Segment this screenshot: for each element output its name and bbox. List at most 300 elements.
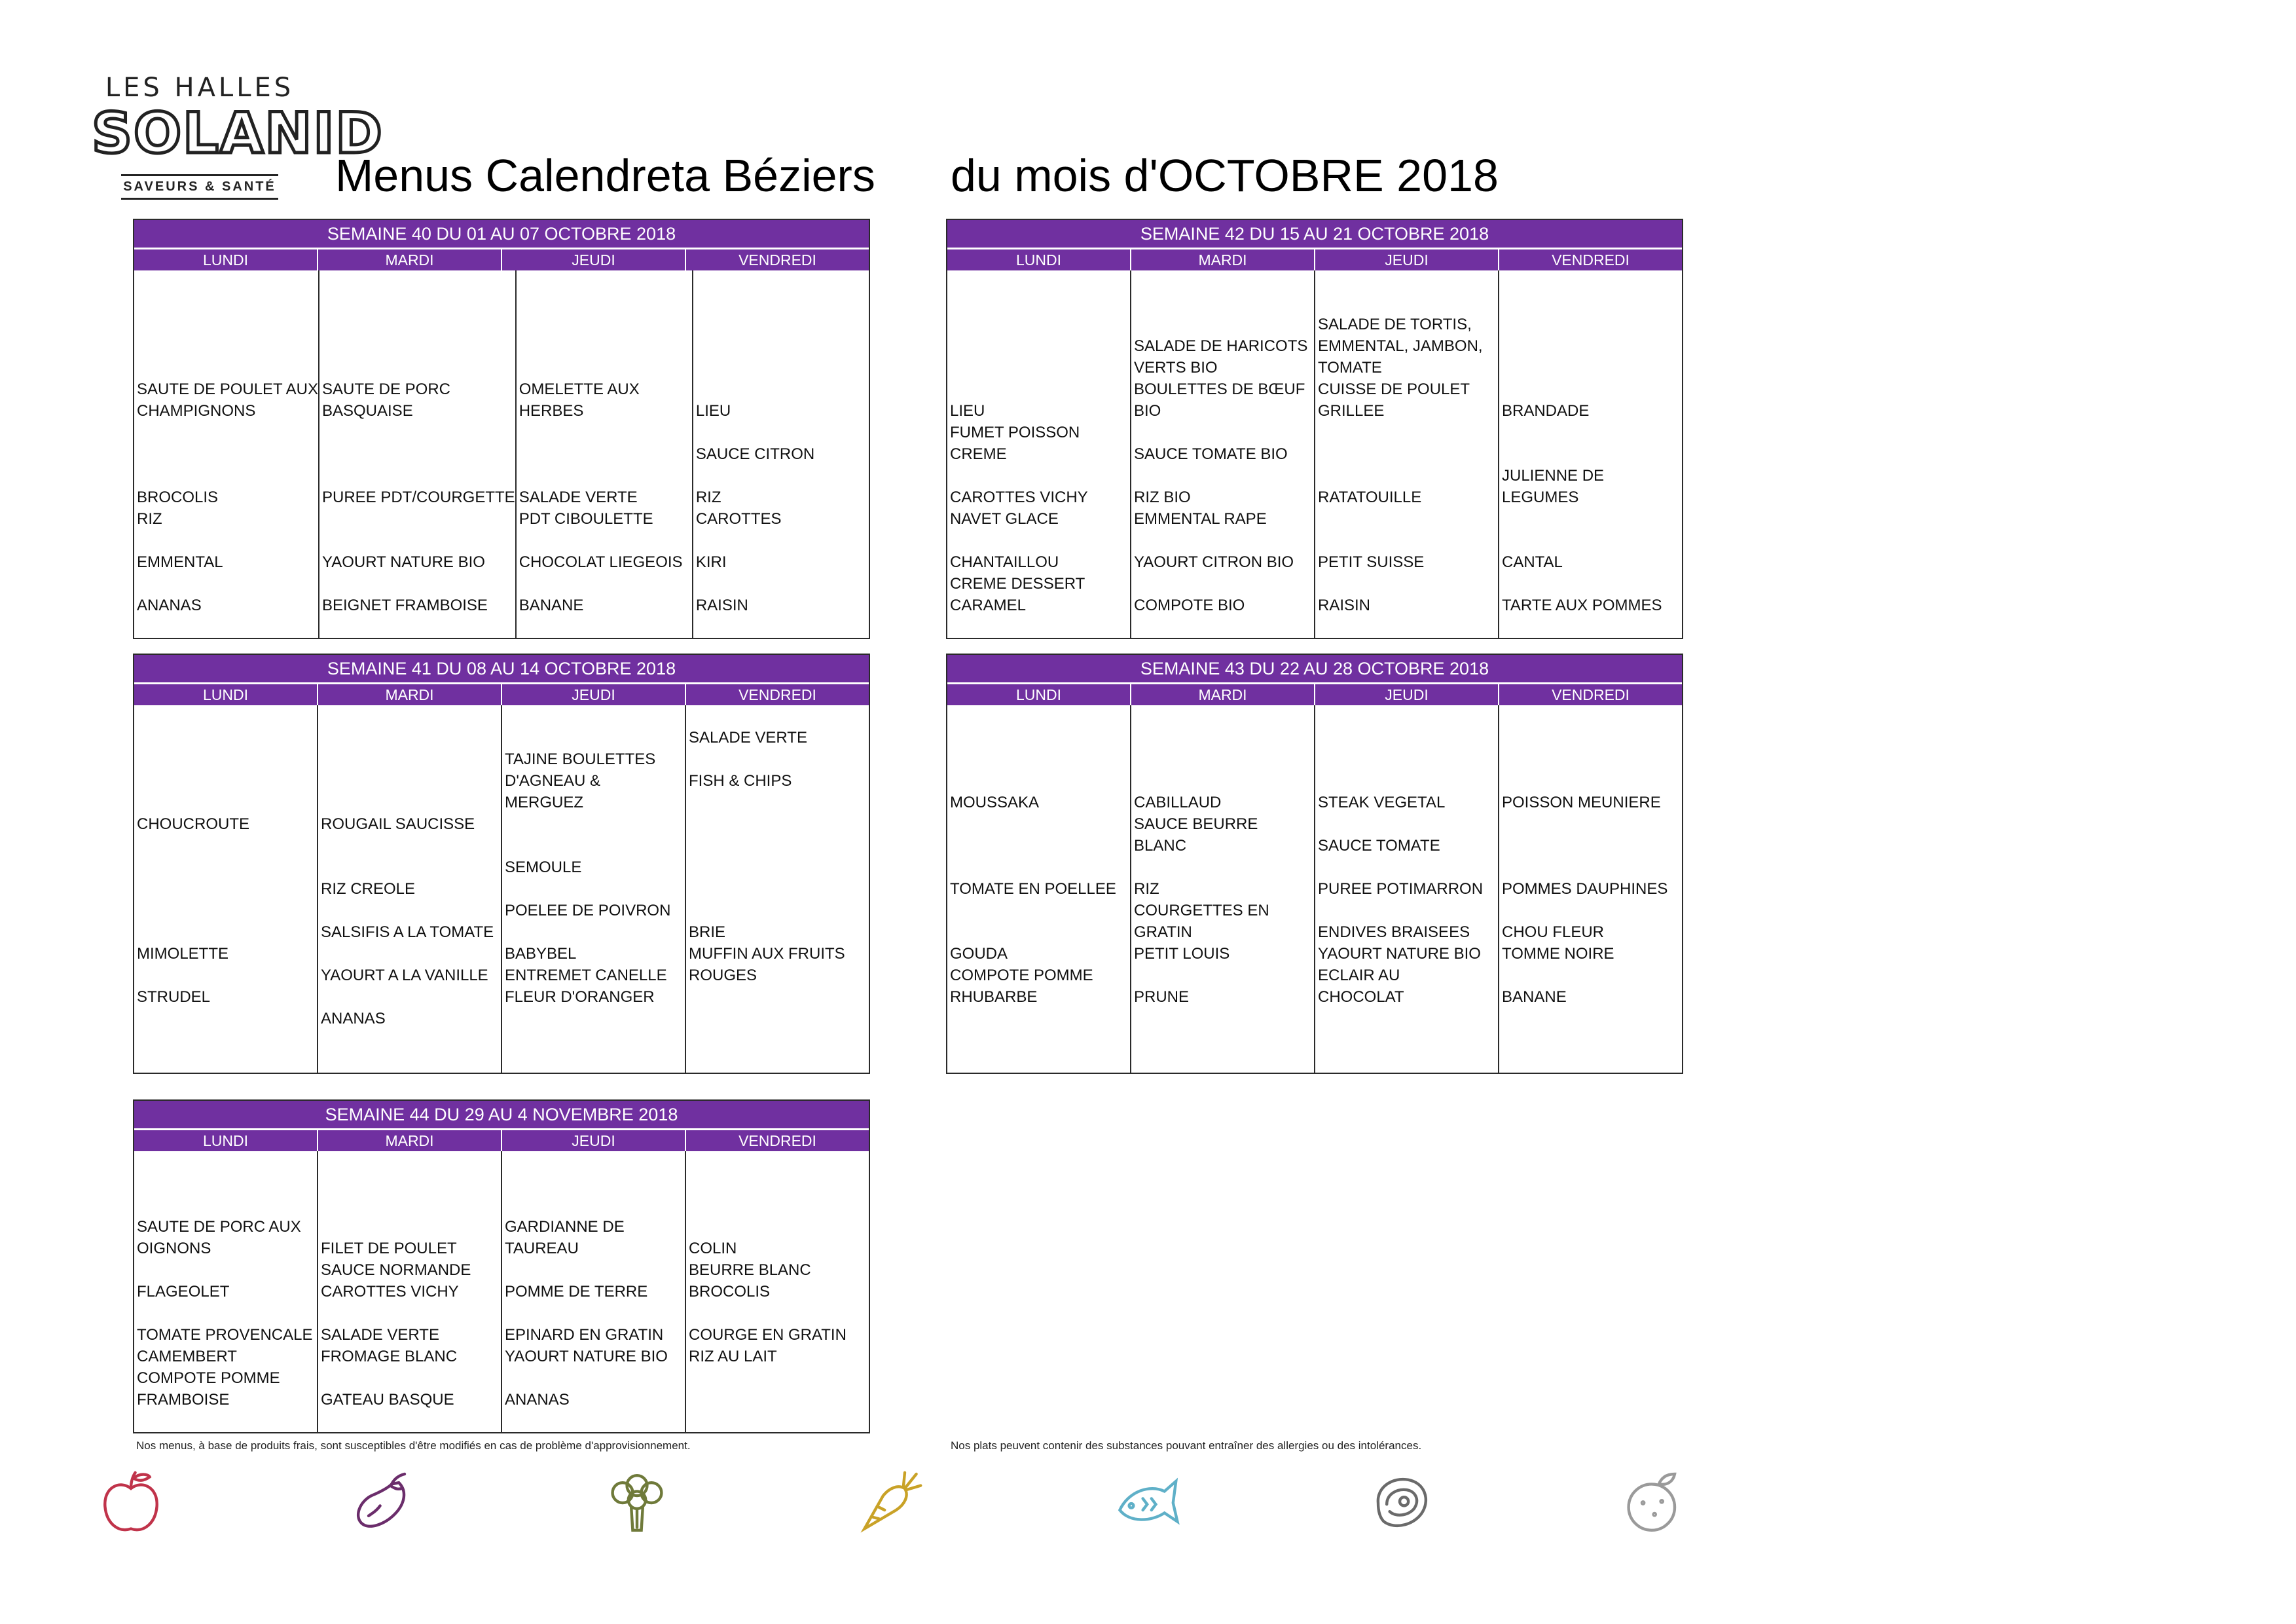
menu-line [1131, 422, 1314, 443]
day-column [685, 1151, 869, 1432]
menu-line: KIRI [695, 553, 727, 571]
day-column [317, 705, 501, 1073]
menu-line [1499, 616, 1682, 638]
day-headers [134, 684, 869, 705]
menu-line: D'AGNEAU & [505, 772, 600, 790]
menu-line [318, 727, 501, 748]
menu-line: GRATIN [1134, 923, 1192, 941]
menu-line [686, 705, 869, 727]
menu-line [1499, 335, 1682, 357]
menu-line: FLEUR D'ORANGER [505, 988, 655, 1006]
menu-line [947, 770, 1130, 792]
day-column [515, 270, 692, 638]
menu-line: LIEU [950, 402, 985, 420]
menu-line [1315, 573, 1498, 595]
menu-line: LEGUMES [1502, 489, 1579, 506]
menu-line: CABILLAUD [1134, 794, 1222, 811]
menu-line [134, 1173, 317, 1194]
menu-line [947, 727, 1130, 748]
menu-line [134, 748, 317, 770]
menu-line [517, 314, 692, 335]
menu-line: POISSON MEUNIERE [1502, 794, 1661, 811]
menu-line: YAOURT NATURE BIO [1318, 945, 1481, 963]
menu-line [502, 1029, 685, 1051]
menu-line [686, 857, 869, 878]
menu-line [947, 857, 1130, 878]
menu-line [1131, 1051, 1314, 1073]
day-headers [134, 1130, 869, 1151]
menu-line: PETIT SUISSE [1318, 553, 1425, 571]
day-header: MARDI [1130, 249, 1314, 270]
menu-line [947, 357, 1130, 378]
menu-line [1499, 705, 1682, 727]
menu-line: ENTREMET CANELLE [505, 967, 667, 984]
menu-line [318, 1029, 501, 1051]
week-header: SEMAINE 41 DU 08 AU 14 OCTOBRE 2018 [134, 655, 869, 684]
menu-line [517, 422, 692, 443]
menu-line: SALADE VERTE [519, 489, 638, 506]
day-column [134, 270, 318, 638]
day-column [134, 705, 317, 1073]
menu-line [502, 1367, 685, 1389]
menu-line: BLANC [1134, 837, 1187, 855]
week-header: SEMAINE 42 DU 15 AU 21 OCTOBRE 2018 [947, 220, 1682, 249]
menu-line: ANANAS [321, 1010, 386, 1027]
menu-line [517, 465, 692, 487]
fish-icon [1110, 1467, 1182, 1539]
menu-line: POELEE DE POIVRON [505, 902, 671, 919]
menu-line [686, 986, 869, 1008]
menu-line [134, 1029, 317, 1051]
menu-line: ROUGES [689, 967, 757, 984]
day-column [1314, 270, 1498, 638]
menu-line [693, 357, 869, 378]
menu-line [502, 878, 685, 900]
menu-line: COLIN [689, 1240, 737, 1257]
menu-line [1499, 748, 1682, 770]
day-header: LUNDI [202, 1132, 248, 1149]
menu-line [1315, 616, 1498, 638]
menu-line [693, 422, 869, 443]
menu-line: BABYBEL [505, 945, 577, 963]
menu-line [1315, 465, 1498, 487]
menu-line: BEIGNET FRAMBOISE [321, 597, 488, 614]
menu-line: HERBES [519, 402, 584, 420]
menu-line [1315, 508, 1498, 530]
menu-line: CHOUCROUTE [137, 815, 249, 833]
logo-main-text: SOLANID [92, 101, 384, 166]
day-column [1130, 270, 1314, 638]
menu-line [947, 921, 1130, 943]
menu-line [1315, 270, 1498, 292]
broccoli-icon [601, 1467, 673, 1539]
menu-line [318, 1367, 501, 1389]
menu-line [947, 748, 1130, 770]
menu-line [319, 270, 515, 292]
menu-line [1499, 813, 1682, 835]
menu-line: CHOCOLAT [1318, 988, 1404, 1006]
menu-line [319, 530, 515, 551]
menu-line: MOUSSAKA [950, 794, 1040, 811]
menu-line: FUMET POISSON [950, 424, 1080, 441]
menu-line [1131, 748, 1314, 770]
menu-line: RHUBARBE [950, 988, 1038, 1006]
menu-line [1499, 422, 1682, 443]
menu-line [947, 616, 1130, 638]
menu-line [686, 1194, 869, 1216]
week-header: SEMAINE 43 DU 22 AU 28 OCTOBRE 2018 [947, 655, 1682, 684]
menu-line: LIEU [695, 402, 731, 420]
menu-line: CHANTAILLOU [950, 553, 1059, 571]
menu-line [1315, 813, 1498, 835]
day-header: LUNDI [202, 686, 248, 703]
day-header: JEUDI [501, 249, 685, 270]
menu-line [1131, 965, 1314, 986]
menu-line: FISH & CHIPS [689, 772, 792, 790]
menu-line [1499, 378, 1682, 400]
menu-line: SALADE DE TORTIS, [1318, 316, 1472, 333]
menu-line: FROMAGE BLANC [321, 1348, 458, 1365]
menu-line: GOUDA [950, 945, 1008, 963]
menu-line: STEAK VEGETAL [1318, 794, 1446, 811]
menu-line: BRANDADE [1502, 402, 1590, 420]
menu-line [947, 335, 1130, 357]
menu-line [686, 1008, 869, 1029]
menu-line [686, 792, 869, 813]
menu-line [134, 727, 317, 748]
day-column [317, 1151, 501, 1432]
day-header: MARDI [317, 249, 501, 270]
menu-line: RAISIN [1318, 597, 1371, 614]
menu-line: YAOURT NATURE BIO [505, 1348, 668, 1365]
menu-line: PDT CIBOULETTE [519, 510, 653, 528]
menu-line [1499, 770, 1682, 792]
menu-line: SAUTE DE PORC [321, 380, 451, 398]
menu-line: RIZ CREOLE [321, 880, 416, 898]
menu-line: SAUCE TOMATE BIO [1134, 445, 1288, 463]
menu-line [1131, 1029, 1314, 1051]
menu-line: CAMEMBERT [137, 1348, 237, 1365]
allergy-note: Nos plats peuvent contenir des substances pouvant entraîner des allergies ou des intolérances. [951, 1439, 1422, 1452]
day-column [1314, 705, 1498, 1073]
menu-line [1131, 770, 1314, 792]
day-headers [947, 249, 1682, 270]
day-header: JEUDI [1314, 249, 1498, 270]
menu-line: COURGETTES EN [1134, 902, 1269, 919]
day-column [692, 270, 869, 638]
menu-line [134, 573, 318, 595]
menu-line [1315, 857, 1498, 878]
menu-line: SALADE VERTE [321, 1326, 439, 1344]
menu-line [502, 1194, 685, 1216]
menu-line [1499, 357, 1682, 378]
menu-line [502, 1151, 685, 1173]
menu-line [134, 314, 318, 335]
menu-line [134, 422, 318, 443]
menu-line: YAOURT A LA VANILLE [321, 967, 488, 984]
menu-line [318, 835, 501, 857]
menu-line [686, 1302, 869, 1324]
menu-line [134, 443, 318, 465]
menu-line [134, 835, 317, 857]
week-table-43 [946, 654, 1683, 1074]
menu-line: CARAMEL [950, 597, 1027, 614]
menu-line: EMMENTAL [137, 553, 223, 571]
menu-line [947, 314, 1130, 335]
menu-line [319, 422, 515, 443]
menu-line: RIZ BIO [1134, 489, 1191, 506]
day-column [947, 705, 1130, 1073]
menu-line [134, 530, 318, 551]
menu-line: FRAMBOISE [137, 1391, 230, 1409]
day-header: JEUDI [501, 684, 685, 705]
menu-line: BRIE [689, 923, 726, 941]
menu-line [517, 530, 692, 551]
menu-line [1315, 422, 1498, 443]
menu-line [318, 857, 501, 878]
menu-line [686, 1151, 869, 1173]
menu-line: GARDIANNE DE [505, 1218, 625, 1236]
menu-line: SAUCE BEURRE [1134, 815, 1258, 833]
menu-line: SAUCE NORMANDE [321, 1261, 471, 1279]
menu-line [686, 900, 869, 921]
menu-line [502, 1051, 685, 1073]
menu-line [1315, 900, 1498, 921]
menu-line: SALADE VERTE [689, 729, 807, 747]
menu-line [1499, 1029, 1682, 1051]
menu-line [517, 270, 692, 292]
menu-line: FLAGEOLET [137, 1283, 230, 1301]
menu-line: PRUNE [1134, 988, 1190, 1006]
menu-line [134, 1008, 317, 1029]
menu-line [693, 335, 869, 357]
menu-line: SEMOULE [505, 858, 582, 876]
week-header: SEMAINE 44 DU 29 AU 4 NOVEMBRE 2018 [134, 1101, 869, 1130]
menu-line: TAUREAU [505, 1240, 579, 1257]
day-header: LUNDI [202, 251, 248, 268]
menu-line [319, 357, 515, 378]
day-column [1130, 705, 1314, 1073]
menu-line [134, 1259, 317, 1281]
menu-line: BEURRE BLANC [689, 1261, 811, 1279]
menu-line: YAOURT CITRON BIO [1134, 553, 1294, 571]
menu-line [1499, 835, 1682, 857]
day-column [501, 1151, 685, 1432]
menu-line [1131, 616, 1314, 638]
week-table-40 [133, 219, 870, 639]
menu-line [319, 443, 515, 465]
eggplant-icon [347, 1467, 419, 1539]
menu-line [686, 813, 869, 835]
menu-line [686, 1389, 869, 1411]
menu-line: TAJINE BOULETTES [505, 750, 656, 768]
menu-line: MIMOLETTE [137, 945, 229, 963]
day-header: VENDREDI [685, 249, 869, 270]
day-header: JEUDI [501, 1130, 685, 1151]
day-header: VENDREDI [1498, 249, 1682, 270]
menu-line: CAROTTES VICHY [321, 1283, 459, 1301]
menu-line: BIO [1134, 402, 1161, 420]
menu-line: BANANE [1502, 988, 1567, 1006]
freshness-note: Nos menus, à base de produits frais, sont susceptibles d'être modifiés en cas de problème d'approvisionnement. [136, 1439, 691, 1452]
week-header: SEMAINE 40 DU 01 AU 07 OCTOBRE 2018 [134, 220, 869, 249]
day-header: VENDREDI [685, 684, 869, 705]
menu-line [1499, 530, 1682, 551]
menu-line [1131, 857, 1314, 878]
day-header: LUNDI [1015, 251, 1061, 268]
menu-line [693, 530, 869, 551]
menu-line [134, 357, 318, 378]
menu-line: PETIT LOUIS [1134, 945, 1230, 963]
menu-columns [947, 705, 1682, 1073]
menu-line: EPINARD EN GRATIN [505, 1326, 664, 1344]
menu-line: COMPOTE POMME [137, 1369, 280, 1387]
menu-line: MUFFIN AUX FRUITS [689, 945, 845, 963]
menu-line: RATATOUILLE [1318, 489, 1422, 506]
meat-icon [1364, 1467, 1436, 1539]
menu-line: BROCOLIS [137, 489, 219, 506]
menu-line [134, 1151, 317, 1173]
menu-line [134, 335, 318, 357]
menu-line [318, 1216, 501, 1238]
menu-line: YAOURT NATURE BIO [321, 553, 485, 571]
carrot-icon [854, 1467, 926, 1539]
menu-line: OIGNONS [137, 1240, 211, 1257]
menu-line [686, 1367, 869, 1389]
menu-line [947, 900, 1130, 921]
menu-line [319, 292, 515, 314]
menu-line [517, 573, 692, 595]
menu-line: ECLAIR AU [1318, 967, 1400, 984]
menu-line: RIZ [695, 489, 721, 506]
menu-line: POMME DE TERRE [505, 1283, 648, 1301]
menu-line: PUREE PDT/COURGETTE [321, 489, 515, 506]
menu-columns [134, 1151, 869, 1432]
menu-line [1131, 292, 1314, 314]
menu-line: NAVET GLACE [950, 510, 1059, 528]
menu-line [1315, 443, 1498, 465]
menu-line: SAUCE CITRON [695, 445, 815, 463]
menu-line [693, 616, 869, 638]
menu-line [134, 770, 317, 792]
menu-line [1315, 1051, 1498, 1073]
menu-line [319, 616, 515, 638]
menu-line [502, 1173, 685, 1194]
solanid-logo [92, 72, 384, 203]
menu-line [1499, 508, 1682, 530]
menu-line: MERGUEZ [505, 794, 583, 811]
menu-line [319, 335, 515, 357]
apple-icon [95, 1467, 167, 1539]
menu-line: EMMENTAL, JAMBON, [1318, 337, 1483, 355]
day-column [501, 705, 685, 1073]
menu-line [1131, 314, 1314, 335]
menu-line [502, 835, 685, 857]
menu-line [318, 1194, 501, 1216]
menu-line [502, 813, 685, 835]
menu-line [1499, 292, 1682, 314]
day-column [947, 270, 1130, 638]
menu-line: PUREE POTIMARRON [1318, 880, 1484, 898]
menu-line [1131, 573, 1314, 595]
menu-line [947, 530, 1130, 551]
page-subtitle: du mois d'OCTOBRE 2018 [951, 150, 1499, 201]
menu-line: STRUDEL [137, 988, 211, 1006]
menu-line [1315, 530, 1498, 551]
menu-columns [134, 270, 869, 638]
menu-line [693, 314, 869, 335]
menu-line [134, 1411, 317, 1432]
logo-divider [121, 174, 278, 176]
day-headers [947, 684, 1682, 705]
menu-line: SAUTE DE PORC AUX [137, 1218, 301, 1236]
menu-line: ANANAS [505, 1391, 570, 1409]
logo-sub-text: SAVEURS & SANTÉ [123, 179, 276, 194]
menu-line [502, 705, 685, 727]
menu-line: TOMME NOIRE [1502, 945, 1614, 963]
menu-line [947, 813, 1130, 835]
menu-line [502, 727, 685, 748]
menu-line: RAISIN [695, 597, 748, 614]
menu-line [1315, 770, 1498, 792]
menu-line [517, 292, 692, 314]
menu-line [318, 770, 501, 792]
menu-line: TARTE AUX POMMES [1502, 597, 1662, 614]
menu-line [1499, 1051, 1682, 1073]
day-header: MARDI [317, 1130, 501, 1151]
menu-columns [134, 705, 869, 1073]
menu-line [686, 878, 869, 900]
menu-line: CREME DESSERT [950, 575, 1085, 593]
menu-line: CREME [950, 445, 1007, 463]
menu-line [517, 357, 692, 378]
day-header: MARDI [317, 684, 501, 705]
menu-line [1499, 270, 1682, 292]
menu-line [947, 1051, 1130, 1073]
menu-line: SALSIFIS A LA TOMATE [321, 923, 494, 941]
menu-line [1499, 727, 1682, 748]
day-column [1498, 705, 1682, 1073]
menu-line [947, 465, 1130, 487]
menu-line [134, 270, 318, 292]
menu-line [1499, 443, 1682, 465]
menu-line [1499, 857, 1682, 878]
menu-line: EMMENTAL RAPE [1134, 510, 1267, 528]
menu-line [318, 748, 501, 770]
menu-line: ENDIVES BRAISEES [1318, 923, 1470, 941]
menu-line [1315, 727, 1498, 748]
menu-line [1499, 900, 1682, 921]
day-column [1498, 270, 1682, 638]
menu-line [517, 443, 692, 465]
menu-line: CAROTTES [695, 510, 782, 528]
menu-line [319, 508, 515, 530]
menu-line: CUISSE DE POULET [1318, 380, 1470, 398]
day-headers [134, 249, 869, 270]
menu-line [502, 1008, 685, 1029]
menu-line [686, 1411, 869, 1432]
menu-line: COMPOTE BIO [1134, 597, 1245, 614]
menu-line [319, 314, 515, 335]
menu-line [134, 465, 318, 487]
menu-line: ANANAS [137, 597, 202, 614]
day-column [318, 270, 515, 638]
orange-icon [1617, 1467, 1689, 1539]
menu-line [134, 1302, 317, 1324]
menu-line [693, 465, 869, 487]
menu-line: SALADE DE HARICOTS [1134, 337, 1308, 355]
menu-line [318, 900, 501, 921]
